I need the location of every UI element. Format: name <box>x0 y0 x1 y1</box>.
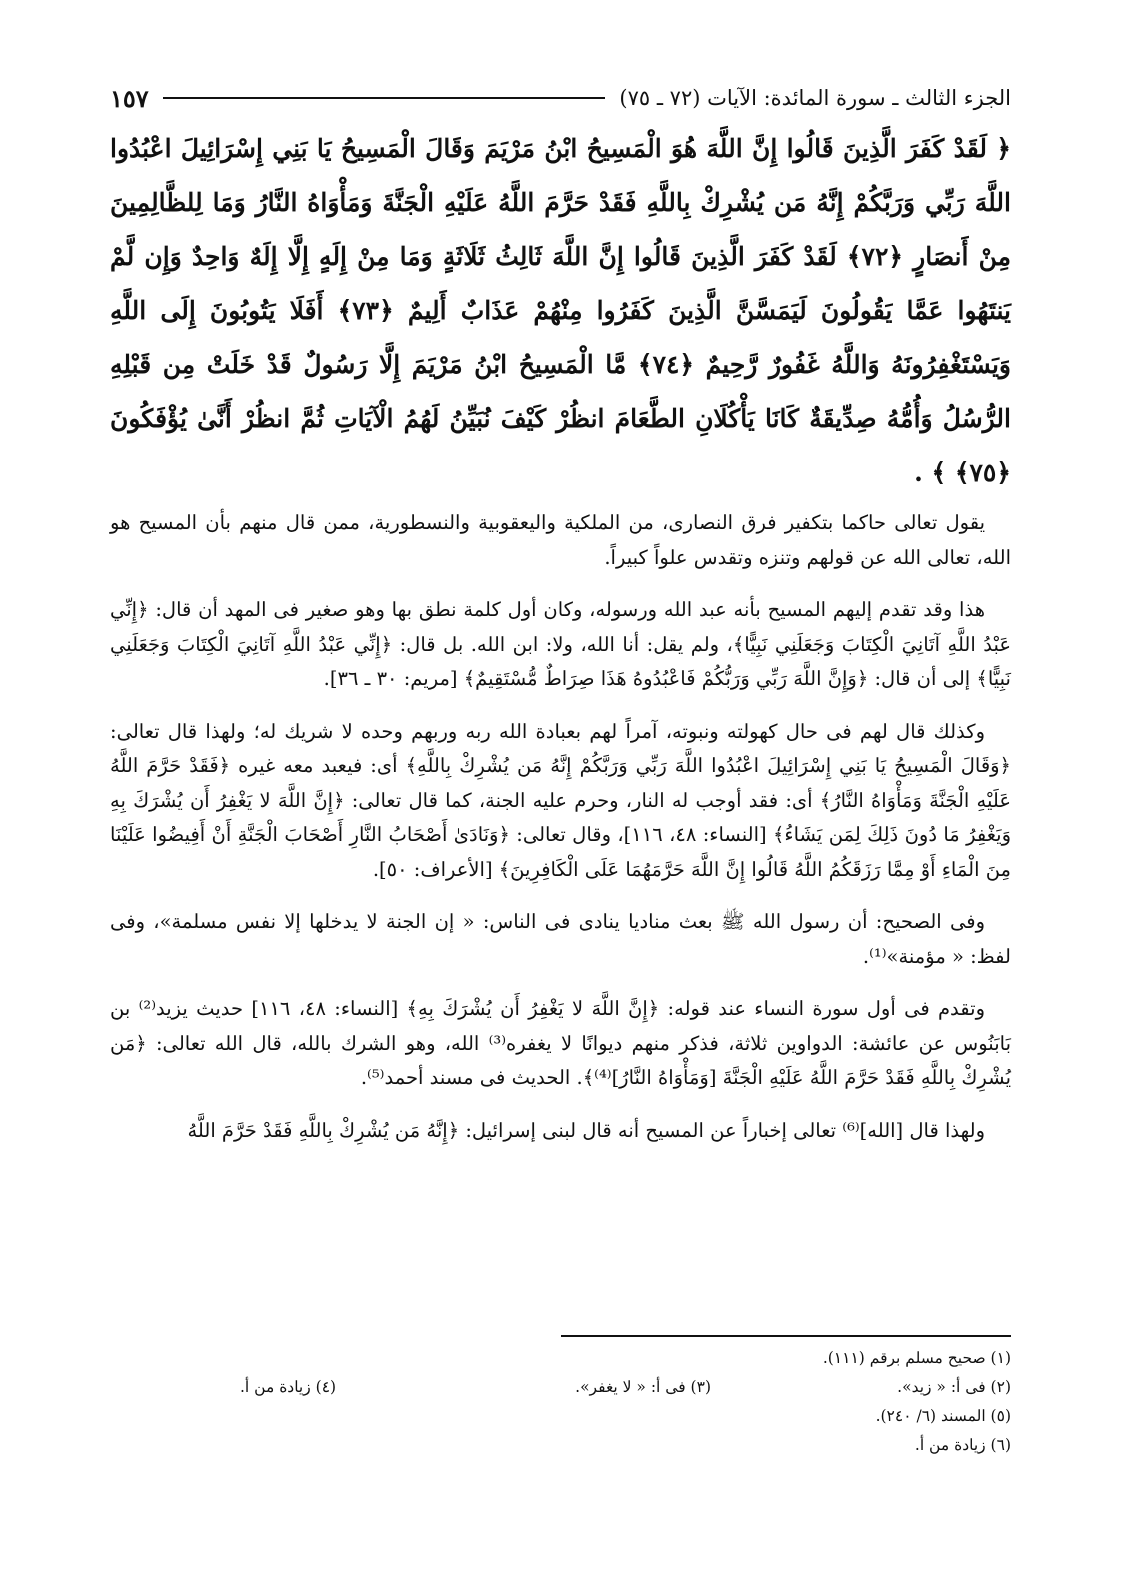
footnote-row <box>110 1402 1011 1431</box>
footnote-1: (١) صحيح مسلم برقم (١١١). <box>822 1349 1011 1367</box>
quran-verse-block: ﴿ لَقَدْ كَفَرَ الَّذِينَ قَالُوا إِنَّ اللَّهَ هُوَ الْمَسِيحُ ابْنُ مَرْيَمَ وَقَالَ الْمَسِيحُ يَا بَنِي إِسْرَائِيلَ اعْبُدُوا اللَّهَ رَبِّي وَرَبَّكُمْ إِنَّهُ مَن يُشْرِكْ بِاللَّهِ فَقَدْ حَرَّمَ اللَّهُ عَلَيْهِ الْجَنَّةَ وَمَأْوَاهُ النَّارُ وَمَا لِلظَّالِمِينَ مِنْ أَنصَارٍ ﴿٧٢﴾ لَقَدْ كَفَرَ الَّذِينَ قَالُوا إِنَّ اللَّهَ ثَالِثُ ثَلَاثَةٍ وَمَا مِنْ إِلَهٍ إِلَّا إِلَهٌ وَاحِدٌ وَإِن لَّمْ يَنتَهُوا عَمَّا يَقُولُونَ لَيَمَسَّنَّ الَّذِينَ كَفَرُوا مِنْهُمْ عَذَابٌ أَلِيمٌ ﴿٧٣﴾ أَفَلَا يَتُوبُونَ إِلَى اللَّهِ وَيَسْتَغْفِرُونَهُ وَاللَّهُ غَفُورٌ رَّحِيمٌ ﴿٧٤﴾ مَّا الْمَسِيحُ ابْنُ مَرْيَمَ إِلَّا رَسُولٌ قَدْ خَلَتْ مِن قَبْلِهِ الرُّسُلُ وَأُمُّهُ صِدِّيقَةٌ كَانَا يَأْكُلَانِ الطَّعَامَ انظُرْ كَيْفَ نُبَيِّنُ لَهُمُ الْآيَاتِ ثُمَّ انظُرْ أَنَّىٰ يُؤْفَكُونَ ﴿٧٥﴾ ﴾ . <box>110 134 1011 487</box>
running-header <box>110 78 1011 118</box>
paragraph-3: وكذلك قال لهم فى حال كهولته ونبوته، آمراً لهم بعبادة الله ربه وربهم وحده لا شريك له؛ ولهذا قال تعالى: ﴿وَقَالَ الْمَسِيحُ يَا بَنِي إِسْرَائِيلَ اعْبُدُوا اللَّهَ رَبِّي وَرَبَّكُمْ إِنَّهُ مَن يُشْرِكْ بِاللَّهِ﴾ أى: فيعبد معه غيره ﴿فَقَدْ حَرَّمَ اللَّهُ عَلَيْهِ الْجَنَّةَ وَمَأْوَاهُ النَّارُ﴾ أى: فقد أوجب له النار، وحرم عليه الجنة، كما قال تعالى: ﴿إِنَّ اللَّهَ لا يَغْفِرُ أَن يُشْرَكَ بِهِ وَيَغْفِرُ مَا دُونَ ذَلِكَ لِمَن يَشَاءُ﴾ [النساء: ٤٨، ١١٦]، وقال تعالى: ﴿وَنَادَىٰ أَصْحَابُ النَّارِ أَصْحَابَ الْجَنَّةِ أَنْ أَفِيضُوا عَلَيْنَا مِنَ الْمَاءِ أَوْ مِمَّا رَزَقَكُمُ اللَّهُ قَالُوا إِنَّ اللَّهَ حَرَّمَهُمَا عَلَى الْكَافِرِينَ﴾ [الأعراف: ٥٠]. <box>110 719 1011 881</box>
footnote-row <box>110 1431 1011 1460</box>
footnote-3: (٣) فى أ: « لا يغفر». <box>575 1378 711 1396</box>
footnote-6: (٦) زيادة من أ. <box>914 1436 1011 1454</box>
footnote-rule <box>561 1335 1011 1337</box>
footnote-row <box>110 1344 1011 1373</box>
header-title: الجزء الثالث ـ سورة المائدة: الآيات (٧٢ ـ ٧٥) <box>619 86 1011 110</box>
page-content <box>110 122 1011 1166</box>
paragraph-6: ولهذا قال [الله]⁽⁶⁾ تعالى إخباراً عن المسيح أنه قال لبنى إسرائيل: ﴿إِنَّهُ مَن يُشْرِكْ بِاللَّهِ فَقَدْ حَرَّمَ اللَّهُ <box>187 1118 985 1142</box>
page-number: ١٥٧ <box>110 83 149 113</box>
footnote-row <box>110 1373 1011 1402</box>
paragraph-2: هذا وقد تقدم إليهم المسيح بأنه عبد الله ورسوله، وكان أول كلمة نطق بها وهو صغير فى المهد أن قال: ﴿إِنِّي عَبْدُ اللَّهِ آتَانِيَ الْكِتَابَ وَجَعَلَنِي نَبِيًّا﴾، ولم يقل: أنا الله، ولا: ابن الله. بل قال: ﴿إِنِّي عَبْدُ اللَّهِ آتَانِيَ الْكِتَابَ وَجَعَلَنِي نَبِيًّا﴾ إلى أن قال: ﴿وَإِنَّ اللَّهَ رَبِّي وَرَبُّكُمْ فَاعْبُدُوهُ هَذَا صِرَاطٌ مُّسْتَقِيمٌ﴾ [مريم: ٣٠ ـ ٣٦]. <box>110 598 1012 690</box>
footnote-5: (٥) المسند (٦/ ٢٤٠). <box>875 1407 1011 1425</box>
header-rule <box>163 97 606 99</box>
footnote-2: (٢) فى أ: « زيد». <box>897 1378 1011 1396</box>
paragraph-1: يقول تعالى حاكما بتكفير فرق النصارى، من الملكية واليعقوبية والنسطورية، ممن قال منهم بأن المسيح هو الله، تعالى الله عن قولهم وتنزه وتقدس علواً كبيراً. <box>110 511 1011 569</box>
footnotes <box>110 1344 1011 1460</box>
footnote-4: (٤) زيادة من أ. <box>240 1378 337 1396</box>
paragraph-5: وتقدم فى أول سورة النساء عند قوله: ﴿إِنَّ اللَّهَ لا يَغْفِرُ أَن يُشْرَكَ بِهِ﴾ [النساء: ٤٨، ١١٦] حديث يزيد⁽²⁾ بن بَابَنُوس عن عائشة: الدواوين ثلاثة، فذكر منهم ديوانًا لا يغفره⁽³⁾ الله، وهو الشرك بالله، قال الله تعالى: ﴿مَن يُشْرِكْ بِاللَّهِ فَقَدْ حَرَّمَ اللَّهُ عَلَيْهِ الْجَنَّةَ [وَمَأْوَاهُ النَّارُ]⁽⁴⁾﴾. الحديث فى مسند أحمد⁽⁵⁾. <box>110 997 1011 1089</box>
paragraph-4: وفى الصحيح: أن رسول الله ﷺ بعث مناديا ينادى فى الناس: « إن الجنة لا يدخلها إلا نفس مسلمة»، وفى لفظ: « مؤمنة»⁽¹⁾. <box>110 910 1011 968</box>
